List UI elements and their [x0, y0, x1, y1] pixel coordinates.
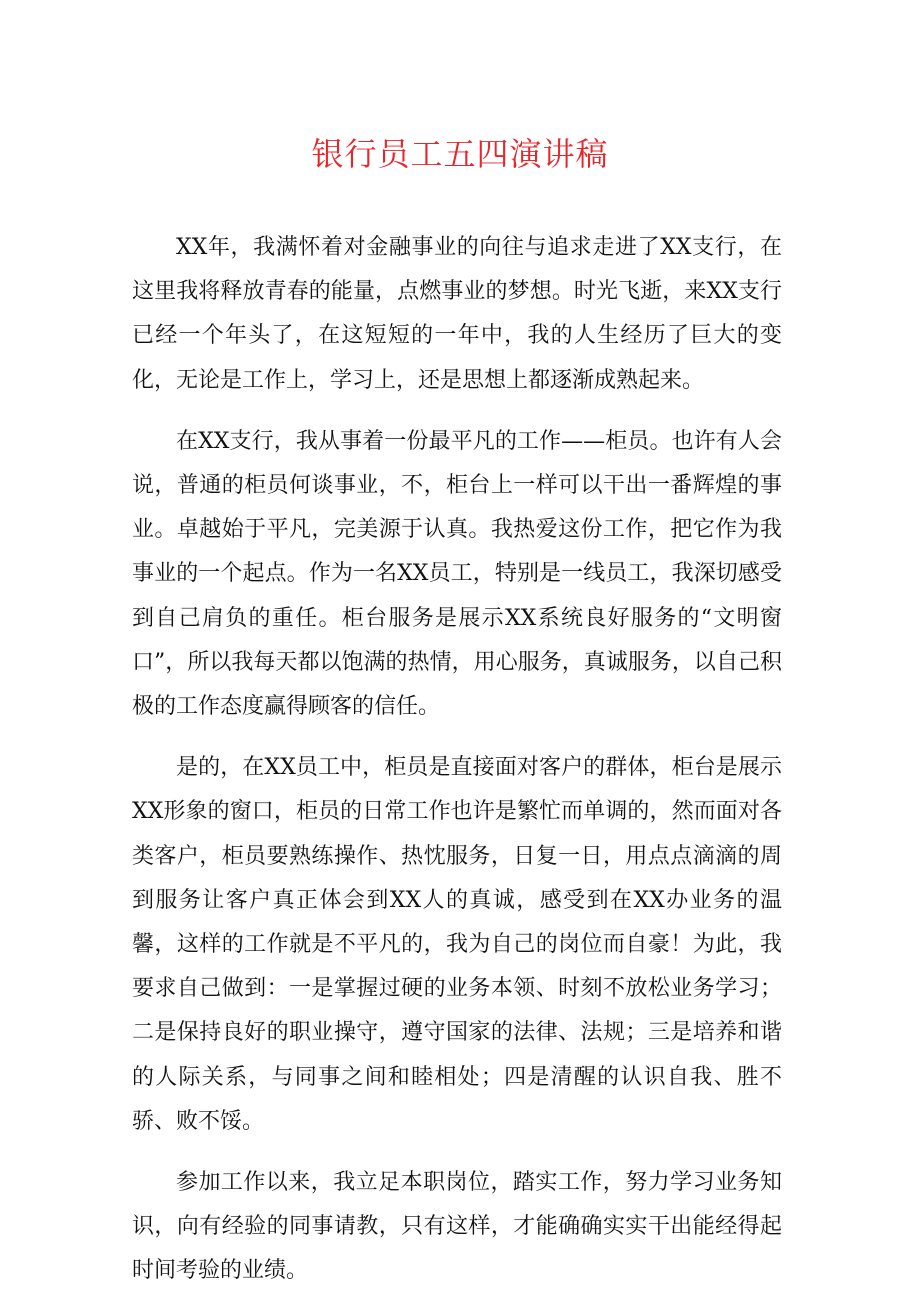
document-body	[132, 226, 782, 1311]
paragraph-3: 是的，在XX员工中，柜员是直接面对客户的群体，柜台是展示XX形象的窗口，柜员的日常工作也许是繁忙而单调的，然而面对各类客户，柜员要熟练操作、热忱服务，日复一日，用点点滴滴的周到服务让客户真正体会到XX人的真诚，感受到在XX办业务的温馨，这样的工作就是不平凡的，我为自己的岗位而自豪！为此，我要求自己做到：一是掌握过硬的业务本领、时刻不放松业务学习；二是保持良好的职业操守，遵守国家的法律、法规；三是培养和谐的人际关系，与同事之间和睦相处；四是清醒的认识自我、胜不骄、败不馁。	[132, 755, 782, 1134]
paragraph-1: XX年，我满怀着对金融事业的向往与追求走进了XX支行，在这里我将释放青春的能量，点燃事业的梦想。时光飞逝，来XX支行已经一个年头了，在这短短的一年中，我的人生经历了巨大的变化，无论是工作上，学习上，还是思想上都逐渐成熟起来。	[132, 235, 782, 393]
paragraph-4: 参加工作以来，我立足本职岗位，踏实工作，努力学习业务知识，向有经验的同事请教，只有这样，才能确确实实干出能经得起时间考验的业绩。	[132, 1170, 782, 1284]
document-title: 银行员工五四演讲稿	[311, 135, 609, 173]
paragraph-2: 在XX支行，我从事着一份最平凡的工作——柜员。也许有人会说，普通的柜员何谈事业，不，柜台上一样可以干出一番辉煌的事业。卓越始于平凡，完美源于认真。我热爱这份工作，把它作为我事业的一个起点。作为一名XX员工，特别是一线员工，我深切感受到自己肩负的重任。柜台服务是展示XX系统良好服务的“文明窗口”，所以我每天都以饱满的热情，用心服务，真诚服务，以自己积极的工作态度赢得顾客的信任。	[132, 428, 782, 720]
